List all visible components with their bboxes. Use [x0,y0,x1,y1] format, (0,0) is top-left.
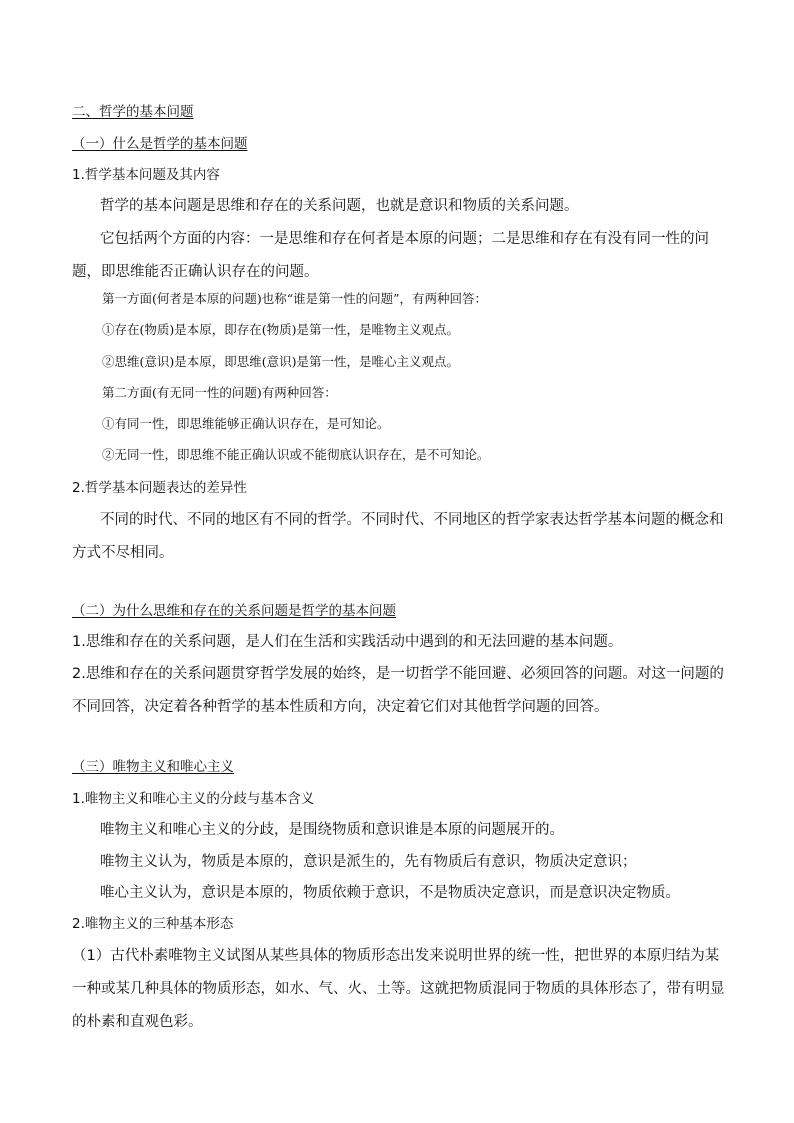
paragraph-3-2: （1）古代朴素唯物主义试图从某些具体的物质形态出发来说明世界的统一性，把世界的本原归结为某一种或某几种具体的物质形态，如水、气、火、土等。这就把物质混同于物质的具体形态了，带有明显的朴素和直观色彩。 [72,948,725,1030]
note-line-4: 第二方面(有无同一性的问题)有两种回答： [102,385,337,400]
paragraph-1-2-text: 不同的时代、不同的地区有不同的哲学。不同时代、不同地区的哲学家表达哲学基本问题的概念和方式不尽相同。 [72,512,724,561]
subsection-heading-2: （二）为什么思维和存在的关系问题是哲学的基本问题 [72,603,396,619]
paragraph-3-1a: 唯物主义和唯心主义的分歧，是围绕物质和意识谁是本原的问题展开的。 [100,822,564,838]
paragraph-1-1b-text: 它包括两个方面的内容：一是思维和存在何者是本原的问题；二是思维和存在有没有同一性的问题，即思维能否正确认识存在的问题。 [72,231,709,280]
paragraph-3-1b: 唯物主义认为，物质是本原的，意识是派生的，先有物质后有意识，物质决定意识； [100,854,637,870]
note-line-2: ①存在(物质)是本原，即存在(物质)是第一性，是唯物主义观点。 [102,322,460,337]
note-line-5: ①有同一性，即思维能够正确认识存在，是可知论。 [102,416,390,431]
subsection-heading-3: （三）唯物主义和唯心主义 [72,759,234,775]
subsection-heading-1: （一）什么是哲学的基本问题 [72,136,248,152]
note-line-1: 第一方面(何者是本原的问题)也称“谁是第一性的问题”，有两种回答： [102,291,488,306]
paragraph-1-1b [72,223,728,289]
note-line-3: ②思维(意识)是本原，即思维(意识)是第一性，是唯心主义观点。 [102,354,460,369]
section-heading: 二、哲学的基本问题 [72,104,194,120]
heading-1-2 [72,479,726,497]
heading-3-2: 2.唯物主义的三种基本形态 [72,916,234,932]
paragraph-1-2 [72,504,726,570]
paragraph-2-2: 2.思维和存在的关系问题贯穿哲学发展的始终，是一切哲学不能回避、必须回答的问题。对这一问题的不同回答，决定着各种哲学的基本性质和方向，决定着它们对其他哲学问题的回答。 [72,666,724,715]
note-line-6: ②无同一性，即思维不能正确认识或不能彻底认识存在，是不可知论。 [102,447,490,462]
paragraph-1-1a: 哲学的基本问题是思维和存在的关系问题，也就是意识和物质的关系问题。 [100,198,579,214]
heading-1-2-text: 2.哲学基本问题表达的差异性 [72,480,247,496]
heading-3-1: 1.唯物主义和唯心主义的分歧与基本含义 [72,791,315,807]
paragraph-2-1: 1.思维和存在的关系问题，是人们在生活和实践活动中遇到的和无法回避的基本问题。 [72,634,623,650]
paragraph-3-1c: 唯心主义认为，意识是本原的，物质依赖于意识，不是物质决定意识，而是意识决定物质。 [100,885,680,901]
heading-1-1: 1.哲学基本问题及其内容 [72,167,220,183]
